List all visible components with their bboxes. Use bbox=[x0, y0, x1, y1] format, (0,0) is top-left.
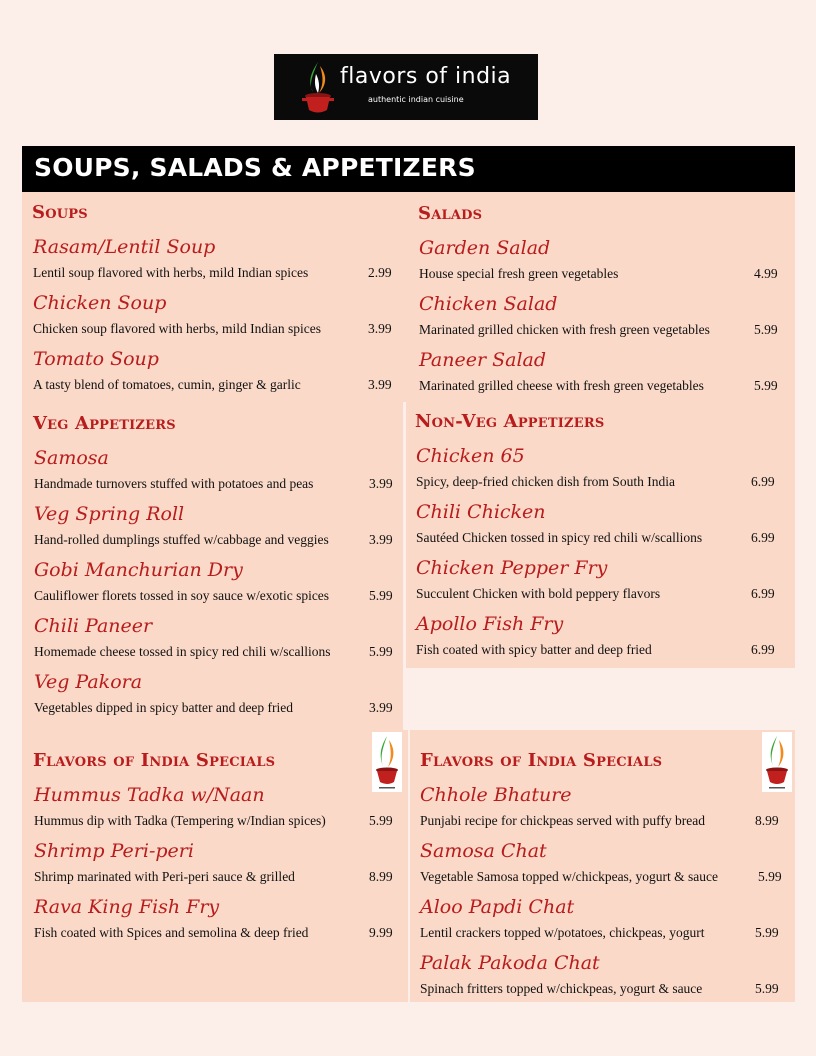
menu-item-name: Chicken Pepper Fry bbox=[416, 557, 608, 579]
menu-item-price: 3.99 bbox=[368, 321, 392, 336]
menu-item-name: Garden Salad bbox=[419, 237, 551, 259]
menu-item-desc: Vegetable Samosa topped w/chickpeas, yogurt & sauce bbox=[420, 869, 719, 884]
menu-item-name: Chicken Soup bbox=[33, 292, 167, 314]
menu-item-desc: Cauliflower florets tossed in soy sauce w/exotic spices bbox=[34, 588, 330, 603]
menu-item-name: Rasam/Lentil Soup bbox=[33, 236, 216, 258]
salads-heading: Salads bbox=[418, 203, 483, 224]
menu-item-price: 6.99 bbox=[751, 586, 775, 601]
menu-item-name: Chicken Salad bbox=[419, 293, 558, 315]
menu-item-desc: Marinated grilled cheese with fresh green vegetables bbox=[419, 378, 704, 393]
menu-item-name: Shrimp Peri-peri bbox=[34, 840, 194, 862]
menu-item-price: 3.99 bbox=[369, 532, 393, 547]
menu-item-price: 5.99 bbox=[758, 869, 782, 884]
menu-item-desc: Homemade cheese tossed in spicy red chili w/scallions bbox=[34, 644, 331, 659]
menu-item-name: Chhole Bhature bbox=[420, 784, 572, 806]
menu-item-desc: A tasty blend of tomatoes, cumin, ginger & garlic bbox=[33, 377, 301, 392]
page-title: SOUPS, SALADS & APPETIZERS bbox=[34, 153, 476, 182]
menu-item-name: Rava King Fish Fry bbox=[34, 896, 220, 918]
menu-item-price: 2.99 bbox=[368, 265, 392, 280]
logo-name: flavors of india bbox=[340, 64, 512, 89]
menu-item-price: 4.99 bbox=[754, 266, 778, 281]
menu-item-name: Veg Pakora bbox=[34, 671, 143, 693]
menu-item-price: 3.99 bbox=[369, 476, 393, 491]
menu-item-price: 5.99 bbox=[754, 378, 778, 393]
soups-heading: Soups bbox=[32, 202, 88, 223]
specials-right-heading: Flavors of India Specials bbox=[420, 750, 663, 771]
menu-item-desc: Marinated grilled chicken with fresh green vegetables bbox=[419, 322, 710, 337]
menu-item-name: Chili Paneer bbox=[34, 615, 153, 637]
menu-item-price: 6.99 bbox=[751, 530, 775, 545]
menu-item-desc: House special fresh green vegetables bbox=[419, 266, 619, 281]
menu-item-name: Tomato Soup bbox=[33, 348, 159, 370]
menu-item-desc: Vegetables dipped in spicy batter and deep fried bbox=[34, 700, 294, 715]
menu-item-price: 3.99 bbox=[369, 700, 393, 715]
menu-item-name: Aloo Papdi Chat bbox=[420, 896, 575, 918]
menu-item-name: Veg Spring Roll bbox=[34, 503, 185, 525]
menu-item-price: 5.99 bbox=[755, 925, 779, 940]
menu-item-desc: Chicken soup flavored with herbs, mild Indian spices bbox=[33, 321, 321, 336]
menu-item-desc: Sautéed Chicken tossed in spicy red chili w/scallions bbox=[416, 530, 703, 545]
menu-item-desc: Shrimp marinated with Peri-peri sauce & grilled bbox=[34, 869, 295, 884]
flame-pot-icon bbox=[372, 732, 402, 792]
menu-item-desc: Hand-rolled dumplings stuffed w/cabbage and veggies bbox=[34, 532, 329, 547]
menu-item-name: Palak Pakoda Chat bbox=[420, 952, 600, 974]
flame-pot-icon bbox=[762, 732, 792, 792]
menu-item-price: 5.99 bbox=[755, 981, 779, 996]
menu-item-name: Samosa bbox=[34, 447, 109, 469]
page-title-banner bbox=[22, 146, 795, 192]
menu-item-price: 3.99 bbox=[368, 377, 392, 392]
logo-tagline: authentic indian cuisine bbox=[368, 95, 464, 104]
menu-item-name: Chili Chicken bbox=[416, 501, 546, 523]
menu-item-name: Samosa Chat bbox=[420, 840, 547, 862]
menu-item-price: 9.99 bbox=[369, 925, 393, 940]
menu-item-name: Chicken 65 bbox=[416, 445, 525, 467]
logo-badge-right bbox=[762, 732, 792, 792]
menu-item-price: 5.99 bbox=[369, 588, 393, 603]
veg-appetizers-heading: Veg Appetizers bbox=[33, 413, 176, 434]
menu-item-price: 8.99 bbox=[369, 869, 393, 884]
menu-item-name: Gobi Manchurian Dry bbox=[34, 559, 243, 581]
menu-item-desc: Spinach fritters topped w/chickpeas, yogurt & sauce bbox=[420, 981, 703, 996]
menu-item-price: 6.99 bbox=[751, 642, 775, 657]
menu-item-price: 5.99 bbox=[369, 813, 393, 828]
menu-item-desc: Spicy, deep-fried chicken dish from South India bbox=[416, 474, 675, 489]
menu-item-desc: Fish coated with spicy batter and deep fried bbox=[416, 642, 652, 657]
menu-item-desc: Fish coated with Spices and semolina & deep fried bbox=[34, 925, 309, 940]
menu-item-name: Apollo Fish Fry bbox=[416, 613, 564, 635]
menu-item-desc: Handmade turnovers stuffed with potatoes and peas bbox=[34, 476, 314, 491]
nonveg-appetizers-heading: Non-Veg Appetizers bbox=[415, 411, 605, 432]
menu-item-price: 5.99 bbox=[369, 644, 393, 659]
menu-item-desc: Punjabi recipe for chickpeas served with puffy bread bbox=[420, 813, 706, 828]
menu-item-desc: Lentil crackers topped w/potatoes, chickpeas, yogurt bbox=[420, 925, 705, 940]
menu-item-desc: Lentil soup flavored with herbs, mild Indian spices bbox=[33, 265, 309, 280]
menu-item-name: Hummus Tadka w/Naan bbox=[34, 784, 265, 806]
restaurant-logo bbox=[274, 54, 538, 120]
menu-item-desc: Succulent Chicken with bold peppery flavors bbox=[416, 586, 661, 601]
menu-item-desc: Hummus dip with Tadka (Tempering w/Indian spices) bbox=[34, 813, 326, 828]
menu-item-name: Paneer Salad bbox=[419, 349, 547, 371]
specials-left-heading: Flavors of India Specials bbox=[33, 750, 276, 771]
logo-badge-left bbox=[372, 732, 402, 792]
menu-item-price: 5.99 bbox=[754, 322, 778, 337]
menu-item-price: 8.99 bbox=[755, 813, 779, 828]
flame-pot-icon bbox=[300, 60, 336, 116]
menu-item-price: 6.99 bbox=[751, 474, 775, 489]
